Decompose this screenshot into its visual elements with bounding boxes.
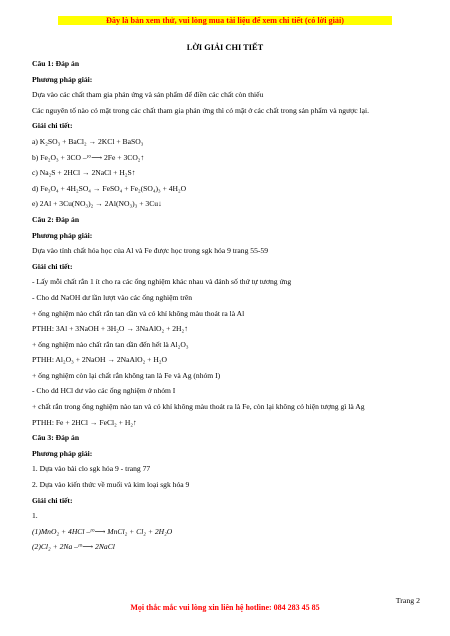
text-line: - Lấy mỗi chất rắn 1 ít cho ra các ống nghiệm khác nhau và đánh số thứ tự tương ứng (32, 277, 292, 287)
text-line: + ống nghiệm nào chất rắn tan dần và có khí không màu thoát ra là Al (32, 308, 245, 318)
text-line: + ống nghiệm còn lại chất rắn không tan là Fe và Ag (nhóm I) (32, 370, 221, 380)
section-heading: Câu 2: Đáp án (32, 214, 80, 224)
text-line: c) Na₂S + 2HCl → 2NaCl + H₂S↑ (32, 168, 136, 178)
equation-line: (1)MnO₂ + 4HCl –ᵗ°⟶ MnCl₂ + Cl₂ + 2H₂O (32, 526, 173, 536)
text-line: d) Fe₃O₄ + 4H₂SO₄ → FeSO₄ + Fe₂(SO₄)₃ + 4H₂O (32, 183, 187, 193)
text-line: b) Fe₂O₃ + 3CO –ᵗ°⟶ 2Fe + 3CO₂↑ (32, 152, 145, 162)
text-line: Các nguyên tố nào có mặt trong các chất tham gia phản ứng thì có mặt ở các chất trong sản phẩm và ngược lại. (32, 105, 369, 115)
text-line: + chất rắn trong ống nghiệm nào tan và có khí không màu thoát ra là Fe, còn lại không có hiện tượng gì là Ag (32, 402, 365, 412)
text-line: PTHH: Fe + 2HCl → FeCl₂ + H₂↑ (32, 417, 137, 427)
text-line: + ống nghiệm nào chất rắn tan dần đến hết là Al₂O₃ (32, 339, 189, 349)
text-line: 2. Dựa vào kiến thức về muối và kim loại sgk hóa 9 (32, 480, 190, 490)
text-line: a) K₂SO₃ + BaCl₂ → 2KCl + BaSO₃ (32, 136, 144, 146)
text-line: PTHH: Al₂O₃ + 2NaOH → 2NaAlO₂ + H₂O (32, 355, 167, 365)
section-heading: Giải chi tiết: (32, 261, 73, 271)
text-line: - Cho dd HCl dư vào các ống nghiệm ở nhóm I (32, 386, 176, 396)
text-line: Dựa vào tính chất hóa học của Al và Fe được học trong sgk hóa 9 trang 55-59 (32, 246, 268, 256)
text-line: 1. (32, 511, 38, 521)
section-heading: Phương pháp giải: (32, 448, 93, 458)
section-heading: Giải chi tiết: (32, 495, 73, 505)
text-line: e) 2Al + 3Cu(NO₃)₂ → 2Al(NO₃)₃ + 3Cu↓ (32, 199, 162, 209)
section-heading: Câu 1: Đáp án (32, 59, 80, 68)
equation-line: (2)Cl₂ + 2Na –ᵗ°⟶ 2NaCl (32, 542, 115, 552)
preview-banner: Đây là bản xem thử, vui lòng mua tài liệu để xem chi tiết (có lời giải) (58, 16, 392, 25)
hotline-text: Mọi thắc mắc vui lòng xin liên hệ hotline: 084 283 45 85 (130, 603, 320, 612)
document-body (32, 56, 422, 555)
text-line: 1. Dựa vào bài clo sgk hóa 9 - trang 77 (32, 464, 151, 474)
section-heading: Câu 3: Đáp án (32, 433, 80, 443)
text-line: PTHH: 3Al + 3NaOH + 3H₂O → 3NaAlO₂ + 2H₂↑ (32, 324, 188, 334)
text-line: Dựa vào các chất tham gia phản ứng và sản phẩm để điền các chất còn thiếu (32, 90, 264, 100)
text-line: - Cho dd NaOH dư lần lượt vào các ống nghiệm trên (32, 292, 193, 302)
page-title: LỜI GIẢI CHI TIẾT (186, 43, 264, 52)
section-heading: Phương pháp giải: (32, 230, 93, 240)
section-heading: Phương pháp giải: (32, 74, 93, 84)
page-number: Trang 2 (395, 596, 420, 605)
section-heading: Giải chi tiết: (32, 121, 73, 131)
